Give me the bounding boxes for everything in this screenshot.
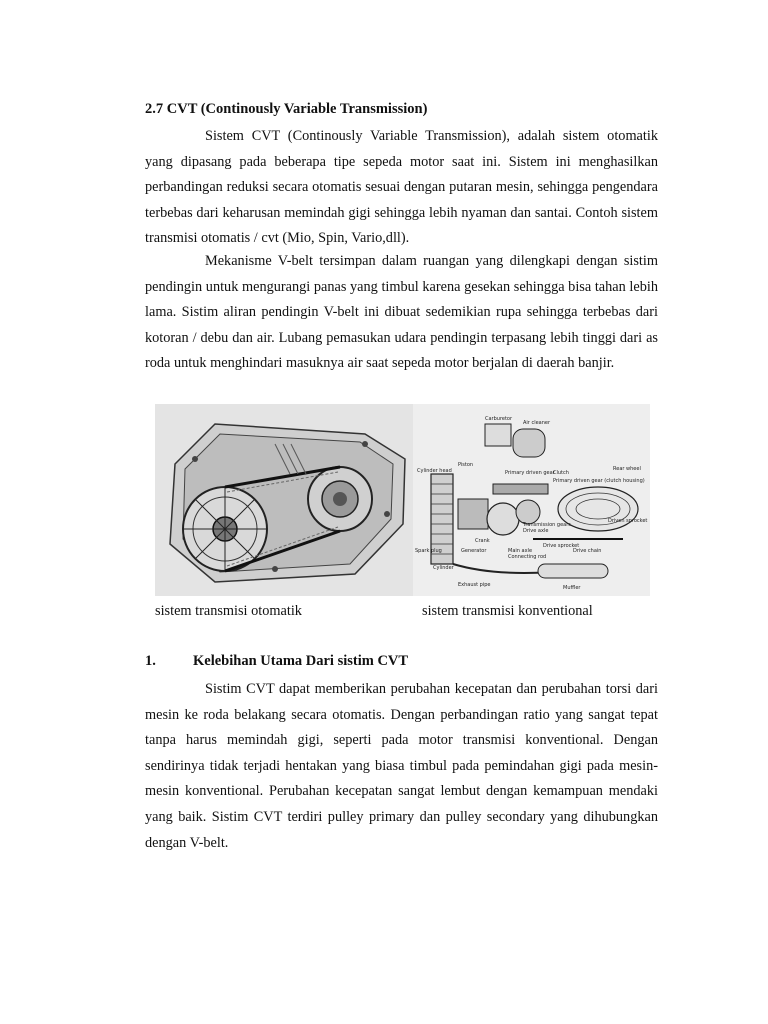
caption-left: sistem transmisi otomatik xyxy=(155,603,302,619)
caption-right: sistem transmisi konventional xyxy=(422,603,593,619)
conventional-drawing xyxy=(413,404,650,596)
label-carburetor: Carburetor xyxy=(485,416,513,422)
label-transmission-gears: Transmission gears xyxy=(523,522,571,528)
section-heading: 2.7 CVT (Continously Variable Transmission) xyxy=(145,101,428,117)
label-drive-sprocket: Drive sprocket xyxy=(543,543,580,549)
label-exhaust-pipe: Exhaust pipe xyxy=(458,582,491,588)
list-number: 1. xyxy=(145,653,156,669)
label-piston: Piston xyxy=(458,462,474,468)
label-muffler: Muffler xyxy=(563,585,581,591)
label-generator: Generator xyxy=(461,548,487,554)
label-air-cleaner: Air cleaner xyxy=(523,420,551,426)
label-clutch-housing: Primary driven gear (clutch housing) xyxy=(553,478,645,484)
label-primary-driven-gear: Primary driven gear xyxy=(505,470,555,476)
label-connecting-rod: Connecting rod xyxy=(508,554,547,560)
paragraph-vbelt-mechanism: Mekanisme V-belt tersimpan dalam ruangan yang dilengkapi dengan sistim pendingin untuk mengurangi panas yang timbul karena gesekan sehingga bisa tahan lebih lama. Sistim aliran pendingin V-belt ini dibuat sedemikian rupa sehingga terbebas dari kotoran / debu dan air. Lubang pemasukan udara pendingin terpasang lebih tinggi dari as roda untuk menghindari masuknya air saat sepeda motor berjalan di daerah banjir. xyxy=(145,253,658,372)
cvt-illustration xyxy=(155,404,413,596)
label-drive-chain: Drive chain xyxy=(573,548,602,554)
label-cylinder: Cylinder xyxy=(433,565,454,571)
paragraph-cvt-advantages: Sistim CVT dapat memberikan perubahan kecepatan dan perubahan torsi dari mesin ke roda belakang secara otomatis. Dengan perbandingan ratio yang sangat tepat tanpa harus memindah gigi, seperti pada motor transmisi konventional. Dengan sendirinya tidak terjadi hentakan yang biasa timbul pada pemindahan gigi pada mesin-mesin konventional. Perubahan kecepatan sangat lembut dengan kemampuan mendaki yang baik. Sistim CVT terdiri pulley primary dan pulley secondary yang dihubungkan dengan V-belt. xyxy=(145,681,658,851)
cvt-drawing xyxy=(155,404,413,596)
label-driven-sprocket: Driven sprocket xyxy=(608,518,648,524)
paragraph-cvt-intro: Sistem CVT (Continously Variable Transmission), adalah sistem otomatik yang dipasang pada beberapa tipe sepeda motor saat ini. Sistem ini menghasilkan perbandingan reduksi secara otomatis sesuai dengan putaran mesin, sehingga pengendara terbebas dari keharusan memindah gigi sehingga lebih nyaman dan santai. Contoh sistem transmisi otomatis / cvt (Mio, Spin, Vario,dll). xyxy=(145,128,658,247)
label-main-axle: Main axle xyxy=(508,548,533,554)
label-spark-plug: Spark plug xyxy=(415,548,442,554)
label-cylinder-head: Cylinder head xyxy=(417,468,452,474)
label-clutch: Clutch xyxy=(553,470,569,476)
label-rear-wheel: Rear wheel xyxy=(613,466,641,472)
label-crank: Crank xyxy=(475,538,490,544)
list-title: Kelebihan Utama Dari sistim CVT xyxy=(193,653,409,669)
conventional-transmission-diagram xyxy=(413,404,650,596)
label-drive-axle: Drive axle xyxy=(523,528,549,534)
